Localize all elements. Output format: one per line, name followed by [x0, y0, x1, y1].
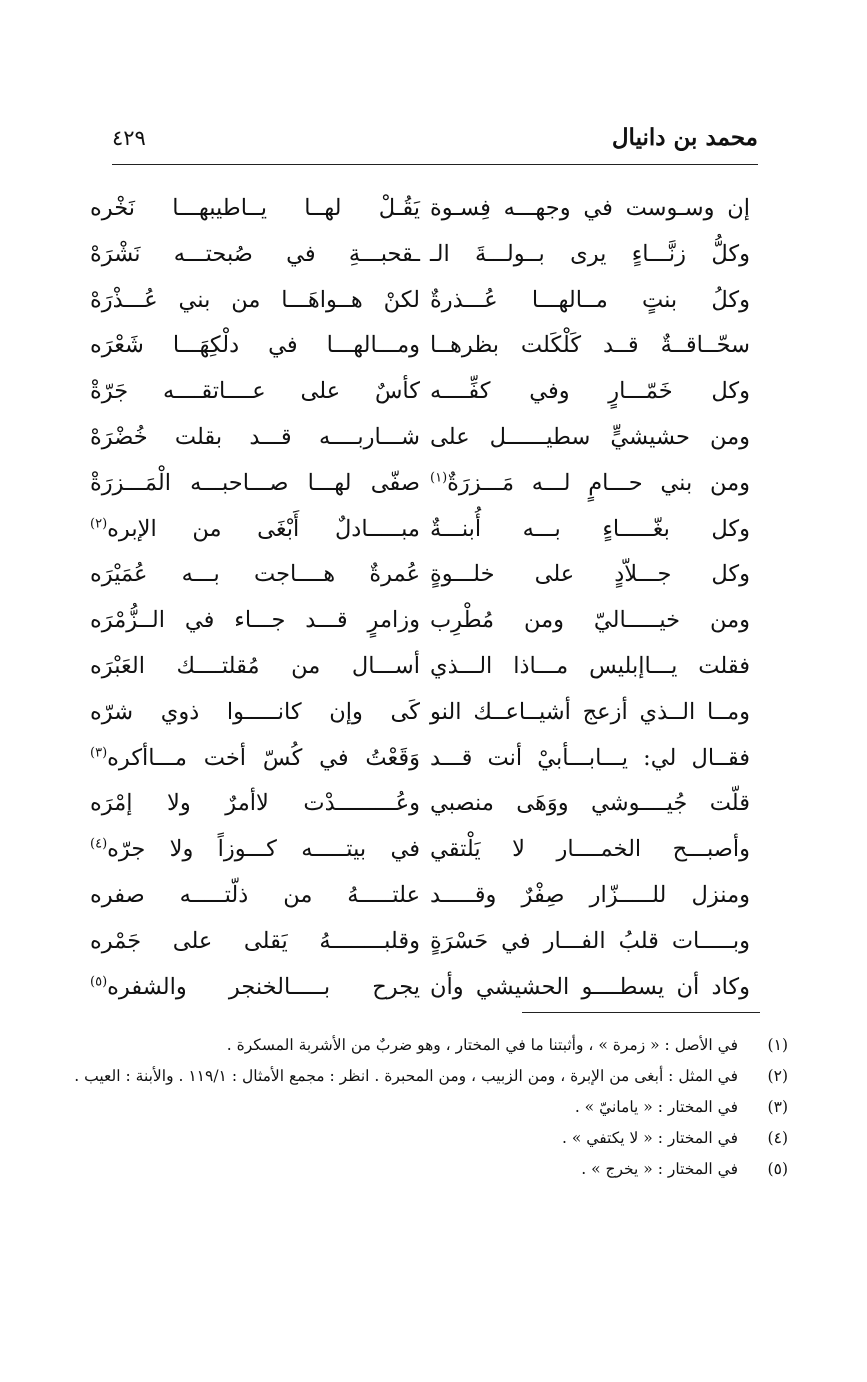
- footnote-number: (٤): [767, 1129, 788, 1147]
- footnote-text: في المختار : « يامانيّ » .: [574, 1098, 738, 1116]
- verse-second-hemistich: وقلبــــــــهُ يَقلى على جَمْره: [90, 927, 420, 954]
- verse-second-hemistich: في بيتـــــه كـــوزاً ولا جرّه$^{(٤)}$: [90, 836, 420, 863]
- verse-first-hemistich: وكلُ بنتٍ مــالهـــا عُـــذرةٌ: [430, 286, 750, 313]
- footnote-marker: (٣): [90, 745, 108, 761]
- footnote-number: (٢): [767, 1067, 788, 1085]
- footnote-text: في المختار : « لا يكتفي » .: [562, 1129, 738, 1147]
- footnote-text: في المثل : أبغى من الإبرة ، ومن الزبيب ، ومن المحبرة . انظر : مجمع الأمثال : ١١٩/١ . والأبنة : العيب .: [74, 1067, 738, 1085]
- verse-line: [60, 232, 760, 278]
- footnote-text: في الأصل : « زمرة » ، وأثبتنا ما في المختار ، وهو ضربٌ من الأشربة المسكرة .: [226, 1036, 738, 1054]
- verse-line: [60, 690, 760, 736]
- verse-line: [60, 736, 760, 782]
- verse-first-hemistich: إن وسـوست في وجهـــه فِسـوة: [430, 195, 750, 221]
- verse-line: [60, 781, 760, 827]
- footnote-marker: (١): [430, 470, 448, 486]
- verse-first-hemistich: وبـــــات قلبُ الفـــار في حَسْرَةٍ: [430, 927, 750, 954]
- verse-first-hemistich: ومــا الــذي أزعج أشيــاعــك النو: [430, 698, 750, 725]
- verse-line: [60, 827, 760, 873]
- verse-second-hemistich: وزامرٍ قـــد جـــاء في الــزُّمْرَه: [90, 607, 420, 634]
- verse-first-hemistich: ومن حشيشيٍّ سطيــــــل على: [430, 423, 750, 450]
- verse-second-hemistich: ـقحبـــةِ في صُبحتـــه نَشْرَهْ: [90, 240, 420, 267]
- footnotes: [68, 1030, 796, 1185]
- verse-line: [60, 461, 760, 507]
- verse-first-hemistich: وكل جـــلاّدٍ على خلـــوةٍ: [430, 561, 750, 588]
- verse-second-hemistich: كَى وإن كانـــــوا ذوي شرّه: [90, 698, 420, 725]
- verse-first-hemistich: فقــال لي: يـــابـــأبيْ أنت قـــد: [430, 744, 750, 771]
- verse-line: [60, 278, 760, 324]
- footnote-number: (٥): [767, 1160, 788, 1178]
- verse-first-hemistich: وكل خَمّـــارٍ وفي كفِّــــه: [430, 378, 750, 405]
- verse-first-hemistich: ومنزل للـــــزّار صِفْرٌ وقـــــد: [430, 881, 750, 908]
- footnote: [68, 1154, 796, 1185]
- running-header: [112, 124, 758, 160]
- verse-second-hemistich: كأسٌ على عــــاتقــــه جَرّةْ: [90, 378, 420, 405]
- verse-line: [60, 644, 760, 690]
- verse-line: [60, 873, 760, 919]
- verse-second-hemistich: ومـــالهـــا في دلْكِهَـــا شَعْرَه: [90, 332, 420, 359]
- verse-first-hemistich: وكاد أن يسطــــو الحشيشي وأن: [430, 973, 750, 1000]
- verse-first-hemistich: ومن بني حـــامٍ لـــه مَـــزرَةٌ$^{(١)}$: [430, 469, 750, 496]
- verse-line: [60, 919, 760, 965]
- footnote-number: (٣): [767, 1098, 788, 1116]
- verse-second-hemistich: وَقَعْتُ في كُسّ أخت مـــاأكره$^{(٣)}$: [90, 744, 420, 771]
- verse-first-hemistich: سحّــاقــةٌ قــد كَلْكَلت بظرهــا: [430, 332, 750, 359]
- page-number: ٤٢٩: [112, 126, 146, 150]
- verse-line: [60, 323, 760, 369]
- footnote-text: في المختار : « يخرج » .: [581, 1160, 738, 1178]
- verse-second-hemistich: شـــاربــــه قـــد بقلت خُضْرَهْ: [90, 423, 420, 450]
- running-title: محمد بن دانيال: [611, 124, 758, 151]
- verse-line: [60, 552, 760, 598]
- verse-second-hemistich: مبـــــادلٌ أَبْغَى من الإبره$^{(٢)}$: [90, 515, 420, 542]
- verse-second-hemistich: وعُـــــــــدْت لاأمرٌ ولا إمْرَه: [90, 790, 420, 817]
- verse-first-hemistich: ومن خيـــــاليّ ومن مُطْرِب: [430, 607, 750, 634]
- verse-second-hemistich: يَقُـلْ لهــا يــاطيبهـــا نَخْره: [90, 195, 420, 221]
- poem: [60, 186, 760, 1010]
- verse-line: [60, 369, 760, 415]
- footnote-rule: [522, 1012, 760, 1013]
- verse-line: [60, 186, 760, 232]
- verse-first-hemistich: وكل بغّـــــاءٍ بـــه أُبنـــةٌ: [430, 515, 750, 542]
- verse-second-hemistich: يجرح بـــــالخنجر والشفره$^{(٥)}$: [90, 973, 420, 1000]
- verse-line: [60, 598, 760, 644]
- footnote-marker: (٢): [90, 516, 108, 532]
- footnote: [68, 1123, 796, 1154]
- footnote-marker: (٥): [90, 974, 108, 990]
- verse-first-hemistich: قلّت جُيــــوشي ووَهَى منصبي: [430, 790, 750, 817]
- verse-first-hemistich: وأصبـــح الخمــــار لا يَلْتقي: [430, 836, 750, 863]
- footnote-number: (١): [767, 1036, 788, 1054]
- header-rule: [112, 164, 758, 165]
- verse-first-hemistich: فقلت يـــاإبليس مـــاذا الـــذي: [430, 652, 750, 679]
- verse-second-hemistich: أســـال من مُقلتــــك العَبْرَه: [90, 652, 420, 679]
- verse-second-hemistich: صفّى لهـــا صـــاحبـــه الْمَـــزرَةْ: [90, 469, 420, 496]
- verse-second-hemistich: لكنْ هــواهَـــا من بني عُـــذْرَهْ: [90, 286, 420, 313]
- verse-line: [60, 507, 760, 553]
- verse-line: [60, 415, 760, 461]
- footnote-marker: (٤): [90, 836, 108, 852]
- verse-line: [60, 965, 760, 1011]
- verse-second-hemistich: عُمرةٌ هــــاجت بـــه عُمَيْرَه: [90, 561, 420, 588]
- footnote: [68, 1092, 796, 1123]
- verse-second-hemistich: علتـــــهُ من ذلّتـــــه صفره: [90, 881, 420, 908]
- verse-first-hemistich: وكلُّ زنَّـــاءٍ يرى بــولـــةَ الـ: [430, 240, 750, 267]
- footnote: [68, 1030, 796, 1061]
- footnote: [68, 1061, 796, 1092]
